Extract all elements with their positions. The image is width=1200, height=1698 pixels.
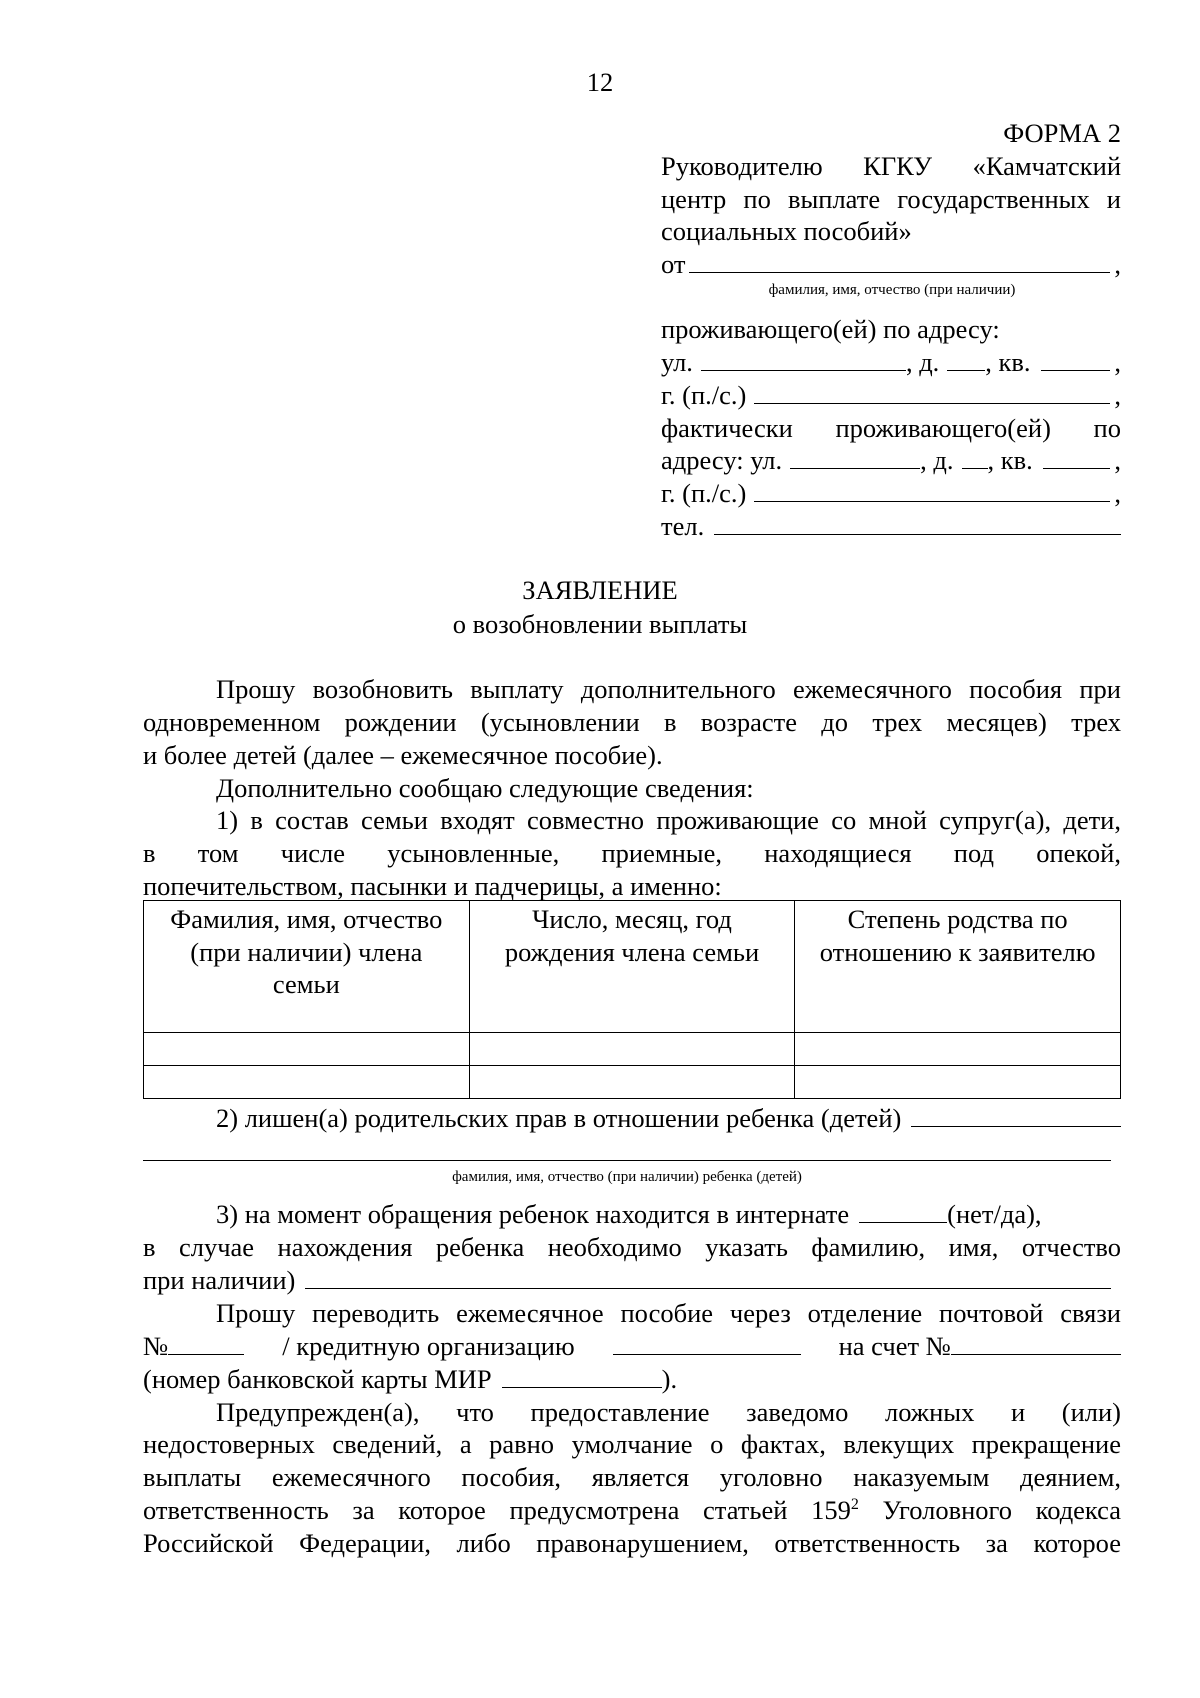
body-line: и более детей (далее – ежемесячное пособие). (143, 740, 663, 770)
body-line: в том числе усыновленные, приемные, находящиеся под опекой, (143, 838, 1121, 868)
apt-blank[interactable] (1041, 348, 1111, 371)
family-members-table (143, 900, 1121, 1099)
comma: , (1114, 380, 1121, 410)
street-label: адресу: ул. (661, 445, 783, 475)
house-blank[interactable] (947, 348, 985, 371)
yes-no-label: (нет/да), (947, 1199, 1042, 1229)
actual-city-field (661, 477, 1121, 510)
page-number: 12 (586, 67, 614, 97)
phone-blank[interactable] (714, 512, 1121, 535)
form-label: ФОРМА 2 (1003, 118, 1121, 148)
address-city-field (661, 379, 1121, 412)
table-header-row (144, 901, 1121, 1033)
body-line: недостоверных сведений, а равно умолчание о фактах, влекущих прекращение (143, 1429, 1121, 1459)
table-header-name: Фамилия, имя, отчество (при наличии) члена семьи (144, 901, 470, 1033)
table-header-birthdate: Число, месяц, год рождения члена семьи (469, 901, 795, 1033)
addressee-line: Руководителю КГКУ «Камчатский (661, 151, 1121, 181)
residing-label: проживающего(ей) по адресу: (661, 314, 1000, 344)
comma: , (1114, 249, 1121, 279)
account-number-blank[interactable] (951, 1332, 1121, 1355)
deprived-rights-label: 2) лишен(а) родительских прав в отношении ребенка (детей) (216, 1103, 902, 1133)
street-label: ул. (661, 347, 693, 377)
credit-org-label: / кредитную организацию (282, 1331, 575, 1361)
payment-details-field (143, 1330, 1121, 1363)
city-label: г. (п./с.) (661, 380, 747, 410)
warn-text: ответственность за которое предусмотрена статьей 159 (143, 1495, 851, 1525)
city-label: г. (п./с.) (661, 478, 747, 508)
table-header-relation: Степень родства по отношению к заявителю (795, 901, 1121, 1033)
table-cell[interactable] (469, 1066, 795, 1099)
boarding-school-blank[interactable] (859, 1200, 947, 1223)
from-name-blank[interactable] (689, 250, 1110, 273)
deprived-child-name-line[interactable] (143, 1160, 1111, 1161)
card-number-field (143, 1363, 1121, 1396)
body-line: в случае нахождения ребенка необходимо указать фамилию, имя, отчество (143, 1232, 1121, 1262)
phone-label: тел. (661, 511, 705, 541)
apt-label: , кв. (987, 445, 1033, 475)
post-office-number-blank[interactable] (168, 1332, 244, 1355)
apt-label: , кв. (985, 347, 1031, 377)
from-caption: фамилия, имя, отчество (при наличии) (768, 282, 1016, 298)
boarding-child-label: при наличии) (143, 1265, 296, 1295)
actual-apt-blank[interactable] (1043, 446, 1111, 469)
body-line: Дополнительно сообщаю следующие сведения: (216, 773, 754, 803)
body-line (143, 1494, 1121, 1527)
body-line: попечительством, пасынки и падчерицы, а именно: (143, 871, 722, 901)
table-row (144, 1033, 1121, 1066)
table-cell[interactable] (469, 1033, 795, 1066)
body-line: Российской Федерации, либо правонарушением, ответственность за которое (143, 1528, 1121, 1558)
comma: , (1114, 347, 1121, 377)
deprived-child-caption: фамилия, имя, отчество (при наличии) ребенка (детей) (452, 1169, 802, 1185)
street-blank[interactable] (701, 348, 906, 371)
comma: , (1114, 478, 1121, 508)
address-street-field (661, 346, 1121, 379)
warn-text: Уголовного кодекса (858, 1495, 1121, 1525)
addressee-line: центр по выплате государственных и (661, 184, 1121, 214)
from-field (661, 248, 1121, 281)
table-cell[interactable] (144, 1033, 470, 1066)
actual-residing-label: фактически проживающего(ей) по (661, 413, 1121, 443)
body-line: одновременном рождении (усыновлении в возрасте до трех месяцев) трех (143, 707, 1121, 737)
boarding-child-name-field (143, 1264, 1111, 1297)
document-subtitle: о возобновлении выплаты (452, 609, 748, 639)
from-label: от (661, 249, 686, 279)
card-number-blank[interactable] (502, 1365, 662, 1388)
body-line: 1) в состав семьи входят совместно проживающие со мной супруг(а), дети, (216, 805, 1121, 835)
body-line: Прошу возобновить выплату дополнительного ежемесячного пособия при (216, 674, 1121, 704)
body-line: выплаты ежемесячного пособия, является уголовно наказуемым деянием, (143, 1462, 1121, 1492)
post-office-no-label: № (143, 1331, 169, 1361)
deprived-child-blank[interactable] (911, 1104, 1121, 1127)
card-end: ). (661, 1364, 678, 1394)
house-label: , д. (905, 347, 940, 377)
deprived-rights-field (216, 1102, 1121, 1135)
account-label: на счет № (838, 1331, 951, 1361)
credit-org-blank[interactable] (613, 1332, 801, 1355)
article-superscript: 2 (850, 1496, 859, 1514)
table-cell[interactable] (795, 1066, 1121, 1099)
actual-street-blank[interactable] (790, 446, 920, 469)
card-label: (номер банковской карты МИР (143, 1364, 492, 1394)
actual-street-field (661, 444, 1121, 477)
table-cell[interactable] (795, 1033, 1121, 1066)
comma: , (1114, 445, 1121, 475)
phone-field (661, 510, 1121, 543)
actual-house-blank[interactable] (962, 446, 988, 469)
body-line: Прошу переводить ежемесячное пособие через отделение почтовой связи (216, 1298, 1121, 1328)
body-line: Предупрежден(а), что предоставление заведомо ложных и (или) (216, 1397, 1121, 1427)
boarding-school-field (216, 1198, 1121, 1231)
table-row (144, 1066, 1121, 1099)
house-label: , д. (920, 445, 954, 475)
boarding-school-label: 3) на момент обращения ребенок находится в интернате (216, 1199, 850, 1229)
document-title: ЗАЯВЛЕНИЕ (522, 575, 678, 605)
boarding-child-blank[interactable] (305, 1266, 1111, 1289)
city-blank[interactable] (754, 381, 1110, 404)
actual-city-blank[interactable] (754, 479, 1110, 502)
table-cell[interactable] (144, 1066, 470, 1099)
addressee-line: социальных пособий» (661, 216, 912, 246)
